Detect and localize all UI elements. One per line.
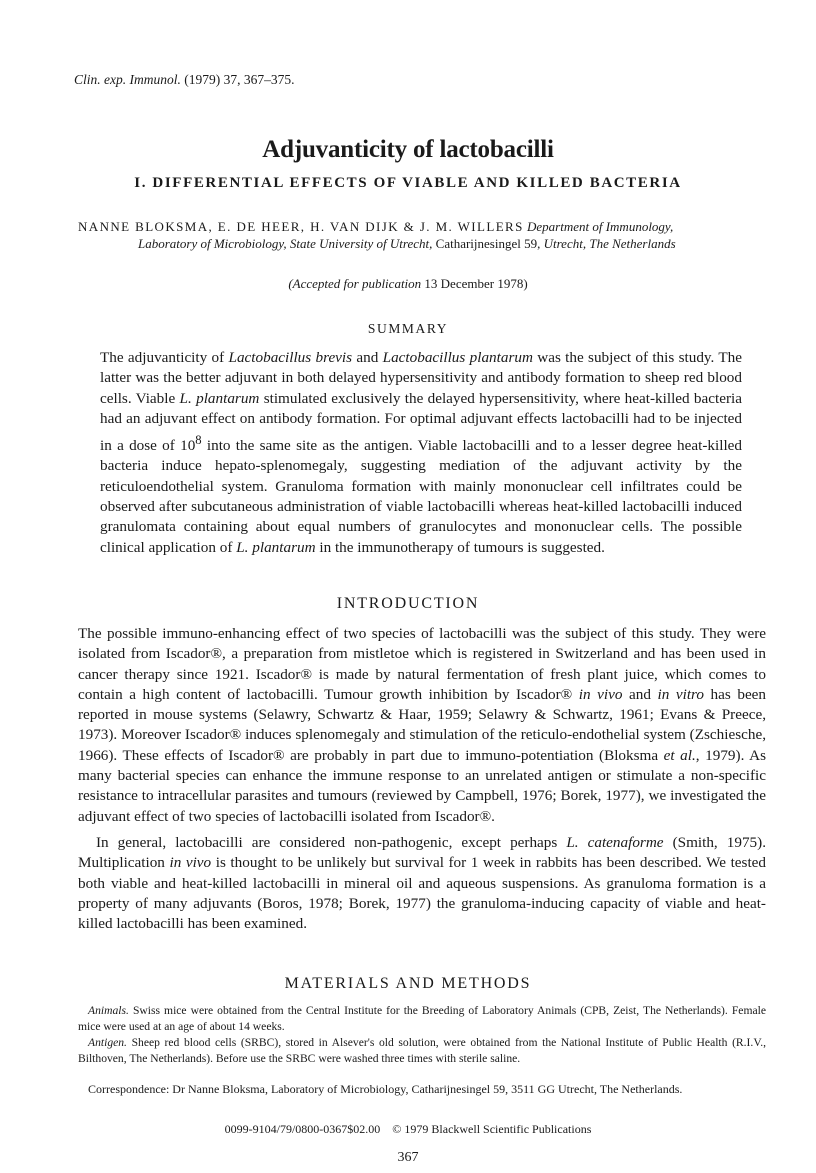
introduction-body (78, 624, 766, 934)
body-text: Sheep red blood cells (SRBC), stored in Alsever's old solution, were obtained from the National Institute of Public Health (R.I.V., Bilthoven, The Netherlands). Before use the SRBC were washed three times with sterile saline. (78, 1036, 766, 1065)
body-text: has been reported in mouse systems (Selawry, Schwartz & Haar, 1959; Selawry & Schwartz, 1961; Evans & Preece, 1973). Moreover Iscador® induces splenomegaly and stimulation of the reticulo-endothelial system (Zschiesche, 1966). These effects of Iscador® are probably in part due to immuno-potentiation (Bloksma (78, 685, 767, 764)
methods-heading: MATERIALS AND METHODS (284, 975, 532, 992)
accepted-date: 13 December 1978) (424, 276, 528, 291)
author-line (78, 219, 768, 235)
exponent: 8 (195, 432, 202, 447)
journal-name: Clin. exp. Immunol. (74, 72, 181, 87)
correspondence-note: Correspondence: Dr Nanne Bloksma, Laboratory of Microbiology, Catharijnesingel 59, 3511 GG Utrecht, The Netherlands. (88, 1082, 683, 1096)
subsection-label: Antigen. (88, 1036, 127, 1049)
accepted-label: (Accepted for publication (288, 276, 422, 291)
body-text: , 1979). As many bacterial species can enhance the immune response to an unrelated antigen or stimulate a non-specific resistance to intracellular parasites and tumours (reviewed by Campbell, 1976; Borek, 1977), we investigated the adjuvant effect of two species of lactobacilli isolated from Iscador®. (78, 746, 766, 825)
methods-animals (78, 1003, 766, 1035)
summary-text: was the subject of this study. The latter was the better adjuvant in both delayed hypersensitivity and antibody formation to sheep red blood cells. Viable (100, 349, 742, 407)
affiliation-line (138, 236, 778, 252)
species-name: L. plantarum (179, 389, 260, 407)
body-text: is thought to be unlikely but survival for 1 week in rabbits has been described. We tested both viable and heat-killed lactobacilli in mineral oil and aqueous suspensions. As granuloma formation is a property of many adjuvants (Boros, 1978; Borek, 1977) the granuloma-inducing capacity of viable and heat-killed lactobacilli has been examined. (78, 854, 766, 933)
summary-text: in the immunotherapy of tumours is suggested. (315, 538, 605, 556)
subsection-label: Animals. (88, 1004, 129, 1017)
body-text: The possible immuno-enhancing effect of two species of lactobacilli was the subject of this study. They were isolated from Iscador®, a preparation from mistletoe which is registered in Switzerland and has been used in cancer therapy since 1921. Iscador® is made by natural fermentation of fresh plant juice, which comes to contain a high content of lactobacilli. Tumour growth inhibition by Iscador® (78, 625, 766, 703)
copyright-line (0, 1122, 816, 1137)
issn-code: 0099-9104/79/0800-0367$02.00 (224, 1122, 381, 1136)
journal-citation (74, 72, 295, 88)
summary-heading: SUMMARY (367, 321, 449, 336)
body-text: and (622, 685, 658, 703)
summary-text: into the same site as the antigen. Viable lactobacilli and to a lesser degree heat-killed bacteria induce hepato-splenomegaly, suggesting mediation of the adjuvant activity by the reticuloendothelial system. Granuloma formation with mainly mononuclear cell infiltrates could be observed after subcutaneous administration of viable lactobacilli whereas heat-killed lactobacilli induced granulomata containing about equal numbers of granulocytes and mononuclear cells. The possible clinical application of (100, 436, 743, 556)
latin-term: in vivo (169, 854, 212, 872)
body-text: (Smith, 1975). Multiplication (78, 833, 766, 872)
page-number: 367 (397, 1150, 419, 1165)
species-name: L. plantarum (236, 538, 316, 556)
affiliation-department: Department of Immunology, (527, 219, 674, 234)
species-name: Lactobacillus plantarum (382, 349, 533, 366)
affiliation-address: Catharijnesingel 59, (435, 236, 541, 251)
summary-text: The adjuvanticity of (100, 349, 229, 366)
introduction-paragraph-1 (78, 624, 766, 827)
affiliation-lab: Laboratory of Microbiology, State University of Utrecht, (138, 236, 433, 251)
publisher-copyright: © 1979 Blackwell Scientific Publications (392, 1122, 592, 1136)
paper-title: Adjuvanticity of lactobacilli (262, 136, 554, 163)
author-names: NANNE BLOKSMA, E. DE HEER, H. VAN DIJK & J. M. WILLERS (78, 219, 524, 234)
summary-text: stimulated exclusively the delayed hypersensitivity, where heat-killed bacteria had an adjuvant effect on antibody formation. For optimal adjuvant effects lactobacilli had to be injected in a dose of 10 (100, 389, 742, 454)
affiliation-city: Utrecht, The Netherlands (543, 236, 676, 251)
latin-term: in vitro (657, 685, 704, 703)
accepted-note (0, 276, 816, 292)
summary-paragraph (100, 348, 742, 558)
summary-text: and (352, 349, 383, 366)
paper-subtitle: I. DIFFERENTIAL EFFECTS OF VIABLE AND KILLED BACTERIA (134, 175, 682, 191)
journal-volume: (1979) 37, 367–375. (184, 72, 295, 87)
methods-body (78, 1003, 766, 1067)
latin-term: in vivo (578, 685, 623, 703)
species-name: Lactobacillus brevis (228, 349, 353, 366)
introduction-heading: INTRODUCTION (336, 595, 480, 612)
introduction-paragraph-2 (78, 833, 766, 934)
body-text: In general, lactobacilli are considered non-pathogenic, except perhaps (96, 833, 567, 851)
methods-antigen (78, 1035, 766, 1067)
latin-term: et al. (663, 746, 696, 764)
body-text: Swiss mice were obtained from the Central Institute for the Breeding of Laboratory Animals (CPB, Zeist, The Netherlands). Female mice were used at an age of about 14 weeks. (78, 1004, 766, 1033)
species-name: L. catenaforme (566, 833, 664, 851)
